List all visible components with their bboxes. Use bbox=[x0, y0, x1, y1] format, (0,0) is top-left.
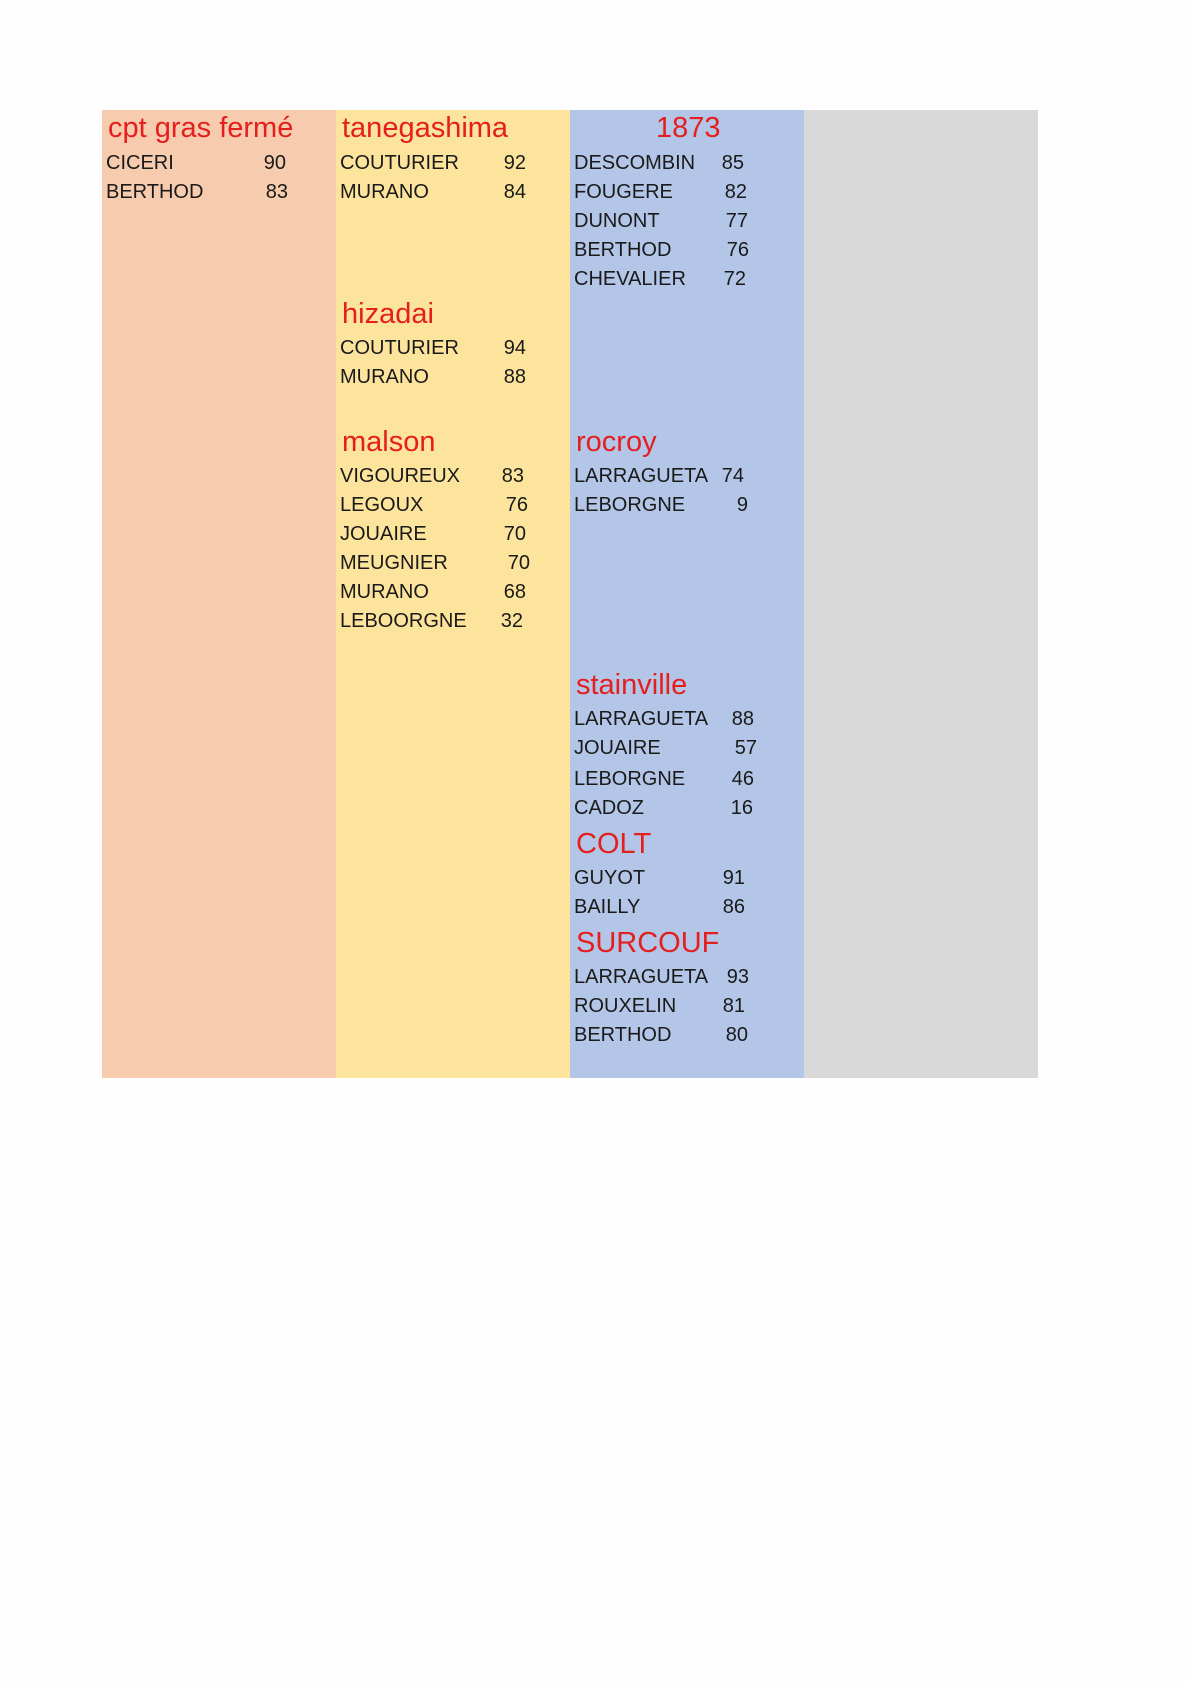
row-name: BERTHOD bbox=[574, 239, 672, 261]
row-name: DESCOMBIN bbox=[574, 152, 696, 174]
block-title: hizadai bbox=[342, 298, 434, 330]
row-score: 32 bbox=[500, 610, 523, 632]
row-score: 94 bbox=[503, 337, 526, 359]
block-title: cpt gras fermé bbox=[108, 112, 294, 144]
row-name: COUTURIER bbox=[340, 337, 459, 359]
row-score: 70 bbox=[507, 552, 530, 574]
row-score: 90 bbox=[263, 152, 286, 174]
row-score: 77 bbox=[725, 210, 748, 232]
row-score: 81 bbox=[722, 995, 745, 1017]
block-title: tanegashima bbox=[342, 112, 509, 144]
row-score: 76 bbox=[726, 239, 749, 261]
block-title: malson bbox=[342, 426, 436, 458]
row-name: BERTHOD bbox=[106, 181, 204, 203]
row-score: 91 bbox=[722, 867, 745, 889]
row-score: 88 bbox=[731, 708, 754, 730]
row-score: 16 bbox=[730, 797, 753, 819]
row-score: 74 bbox=[721, 465, 744, 487]
row-score: 92 bbox=[503, 152, 526, 174]
row-score: 85 bbox=[721, 152, 744, 174]
row-name: CHEVALIER bbox=[574, 268, 686, 290]
row-score: 83 bbox=[501, 465, 524, 487]
row-name: JOUAIRE bbox=[574, 737, 661, 759]
block-title: stainville bbox=[576, 669, 688, 701]
row-score: 84 bbox=[503, 181, 526, 203]
row-name: LARRAGUETA bbox=[574, 966, 709, 988]
row-name: MURANO bbox=[340, 181, 429, 203]
block-title: COLT bbox=[576, 828, 652, 860]
row-name: LEBORGNE bbox=[574, 494, 686, 516]
row-score: 82 bbox=[724, 181, 747, 203]
row-name: LEBORGNE bbox=[574, 768, 686, 790]
row-name: DUNONT bbox=[574, 210, 660, 232]
column-2 bbox=[336, 110, 570, 1078]
row-score: 83 bbox=[265, 181, 288, 203]
row-name: BERTHOD bbox=[574, 1024, 672, 1046]
row-name: LEBOORGNE bbox=[340, 610, 467, 632]
block-title: 1873 bbox=[656, 112, 721, 144]
row-score: 57 bbox=[734, 737, 757, 759]
block-title: SURCOUF bbox=[576, 927, 720, 959]
row-name: FOUGERE bbox=[574, 181, 673, 203]
row-score: 70 bbox=[503, 523, 526, 545]
row-name: ROUXELIN bbox=[574, 995, 677, 1017]
row-score: 9 bbox=[736, 494, 748, 516]
column-1 bbox=[102, 110, 336, 1078]
row-name: CICERI bbox=[106, 152, 174, 174]
row-name: MURANO bbox=[340, 366, 429, 388]
row-name: JOUAIRE bbox=[340, 523, 427, 545]
row-name: MEUGNIER bbox=[340, 552, 448, 574]
row-score: 72 bbox=[723, 268, 746, 290]
row-name: GUYOT bbox=[574, 867, 646, 889]
block-title: rocroy bbox=[576, 426, 657, 458]
row-score: 88 bbox=[503, 366, 526, 388]
row-score: 68 bbox=[503, 581, 526, 603]
row-score: 93 bbox=[726, 966, 749, 988]
row-score: 46 bbox=[731, 768, 754, 790]
row-score: 80 bbox=[725, 1024, 748, 1046]
row-name: LEGOUX bbox=[340, 494, 424, 516]
row-name: CADOZ bbox=[574, 797, 644, 819]
column-4 bbox=[804, 110, 1038, 1078]
column-3 bbox=[570, 110, 804, 1078]
row-name: LARRAGUETA bbox=[574, 465, 709, 487]
row-name: BAILLY bbox=[574, 896, 641, 918]
row-name: LARRAGUETA bbox=[574, 708, 709, 730]
row-score: 76 bbox=[505, 494, 528, 516]
row-name: MURANO bbox=[340, 581, 429, 603]
row-name: VIGOUREUX bbox=[340, 465, 461, 487]
row-score: 86 bbox=[722, 896, 745, 918]
row-name: COUTURIER bbox=[340, 152, 459, 174]
